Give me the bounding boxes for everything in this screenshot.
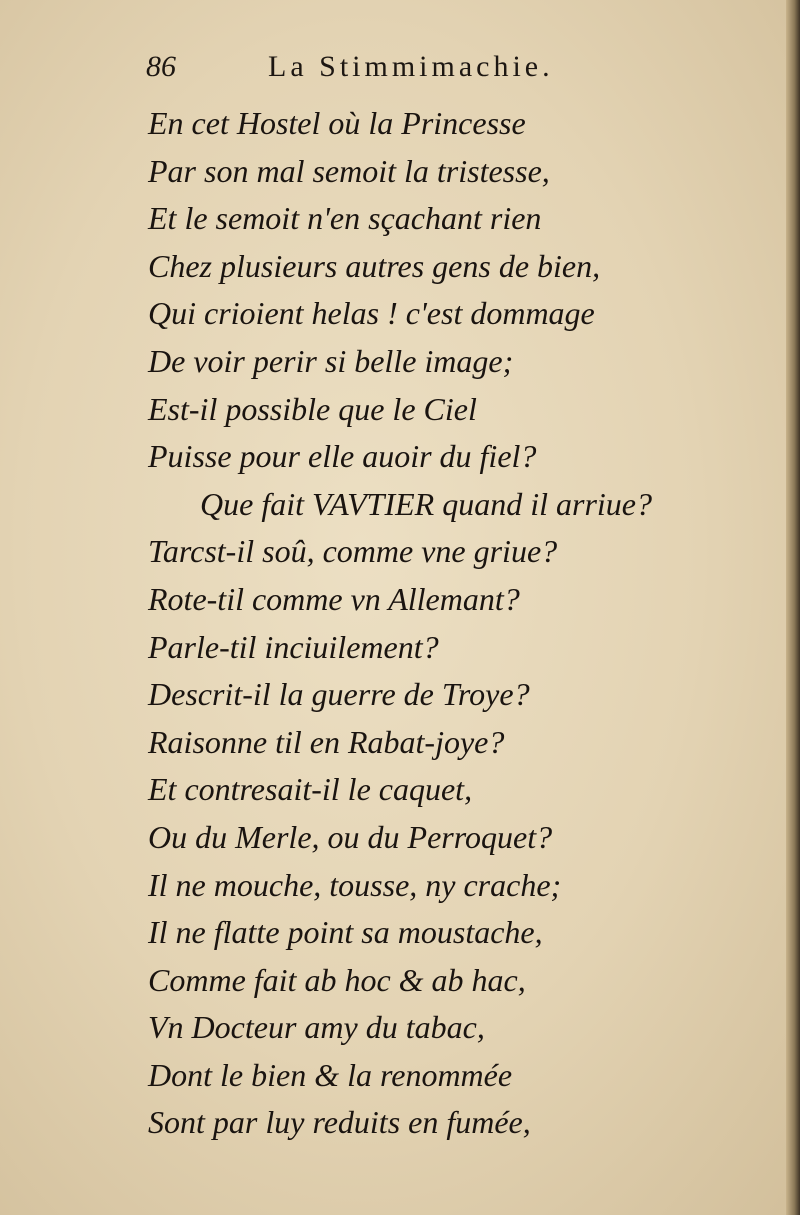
verse-line: Et contresait-il le caquet, xyxy=(148,771,473,808)
verse-line: Dont le bien & la renommée xyxy=(148,1056,513,1093)
verse-line: Parle-til inciuilement? xyxy=(148,628,439,665)
verse-line: Il ne mouche, tousse, ny crache; xyxy=(148,866,562,903)
poem xyxy=(148,100,788,1147)
verse-line: De voir perir si belle image; xyxy=(148,342,514,379)
verse-line: Vn Docteur amy du tabac, xyxy=(148,1009,485,1046)
verse-line: Est-il possible que le Ciel xyxy=(148,390,477,427)
verse-line: Qui crioient helas ! c'est dommage xyxy=(148,295,595,332)
verse-line: En cet Hostel où la Princesse xyxy=(148,105,526,141)
verse-line: Par son mal semoit la tristesse, xyxy=(148,152,550,189)
running-title: La Stimmimachie. xyxy=(268,50,554,83)
verse-line: Ou du Merle, ou du Perroquet? xyxy=(148,818,553,855)
verse-line: Il ne flatte point sa moustache, xyxy=(148,914,543,951)
verse-line: Sont par luy reduits en fumée, xyxy=(148,1104,531,1141)
verse-line: Descrit-il la guerre de Troye? xyxy=(148,676,530,713)
verse-line: Puisse pour elle auoir du fiel? xyxy=(148,438,537,475)
verse-line: Raisonne til en Rabat-joye? xyxy=(148,723,505,760)
page-header xyxy=(146,50,686,94)
page-number: 86 xyxy=(146,50,176,83)
page-edge xyxy=(786,0,800,1215)
verse-line: Chez plusieurs autres gens de bien, xyxy=(148,247,601,284)
verse-line: Et le semoit n'en sçachant rien xyxy=(148,200,542,237)
verse-line: Rote-til comme vn Allemant? xyxy=(148,580,520,617)
verse-line: Que fait VAVTIER quand il arriue? xyxy=(200,485,652,522)
verse-line: Tarcst-il soû, comme vne griue? xyxy=(148,533,558,570)
verse-line: Comme fait ab hoc & ab hac, xyxy=(148,961,526,998)
